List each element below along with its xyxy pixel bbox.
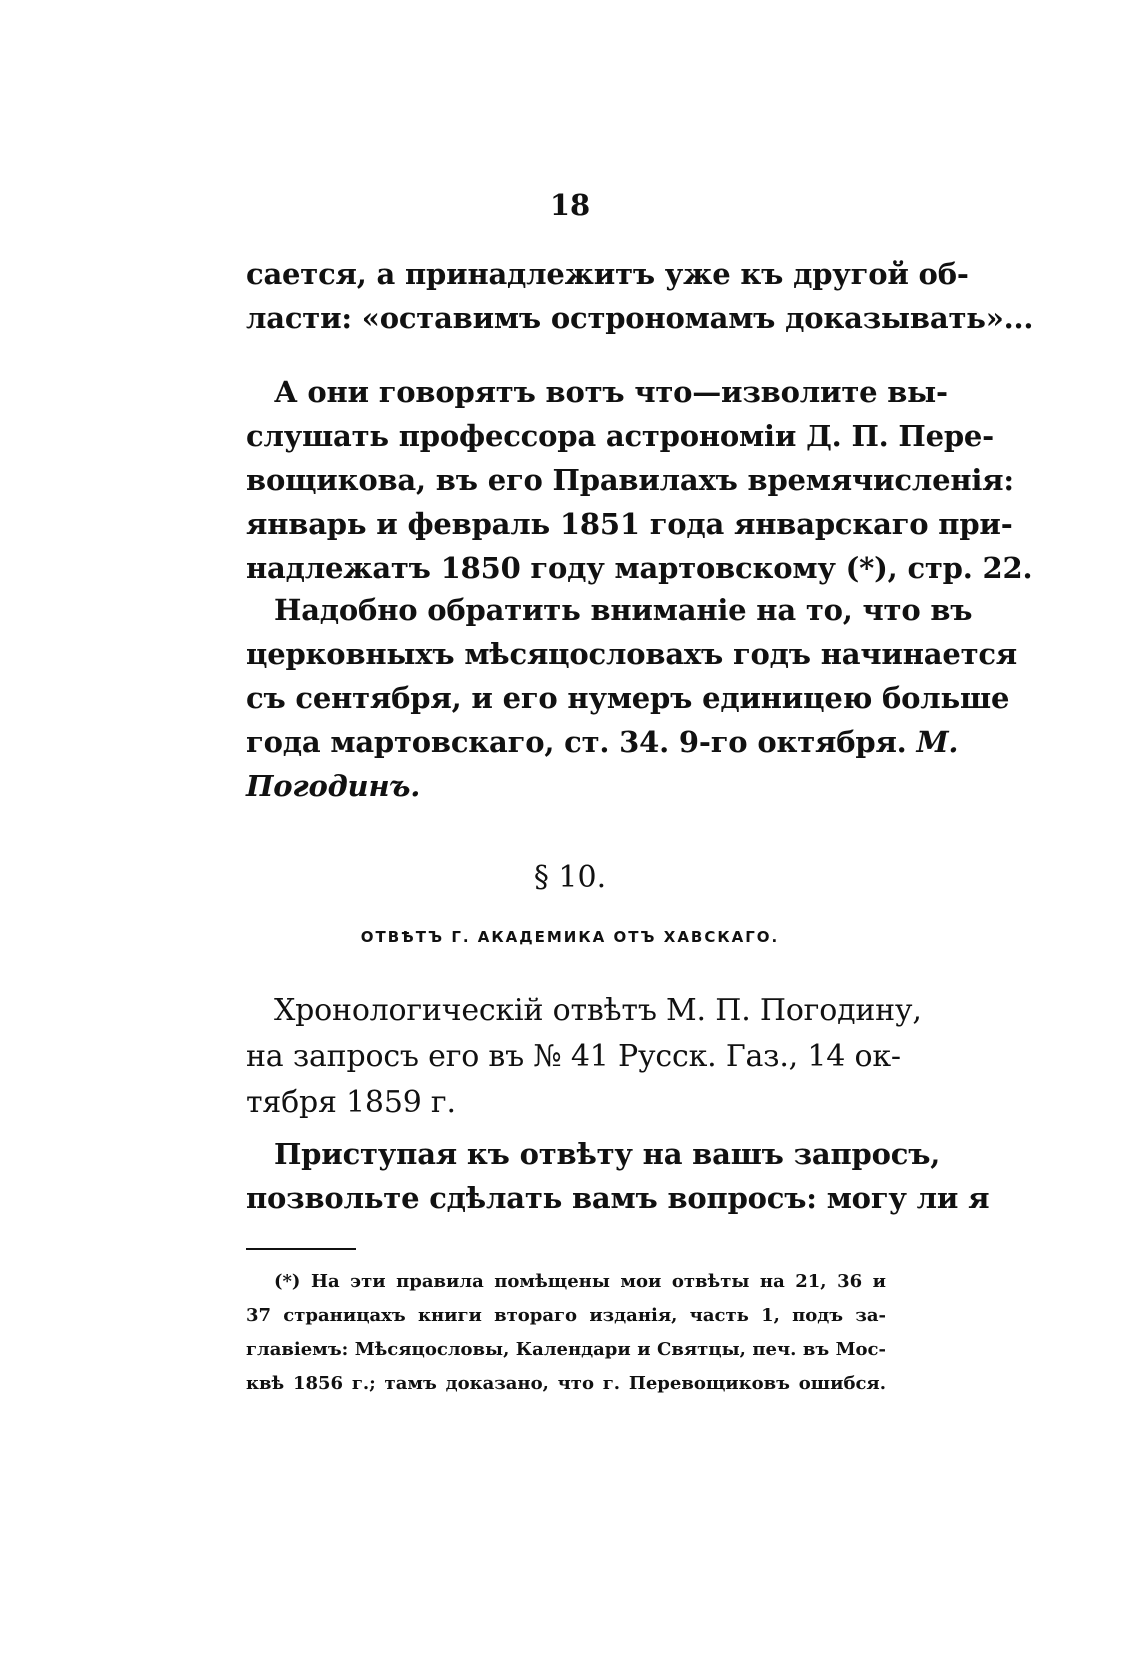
paragraph-chronological-answer <box>246 988 922 1126</box>
text-line: съ сентября, и его нумеръ единицею больше <box>246 681 1010 715</box>
paragraph-question <box>246 1132 990 1220</box>
paragraph-continuation <box>246 252 1034 340</box>
text-line: Хронологическій отвѣтъ М. П. Погодину, <box>274 993 922 1028</box>
text-line: Надобно обратить вниманіе на то, что въ <box>274 593 973 627</box>
text-line: позвольте сдѣлать вамъ вопросъ: могу ли я <box>246 1181 990 1215</box>
text-line: вощикова, въ его Правилахъ времячисленія: <box>246 463 1014 497</box>
footnote-line: (*) На эти правила помѣщены мои отвѣты на 21, 36 и <box>274 1271 886 1292</box>
section-heading: ОТВѢТЪ Г. АКАДЕМИКА ОТЪ ХАВСКАГО. <box>360 928 780 946</box>
footnote <box>246 1265 886 1401</box>
section-number: § 10. <box>533 860 607 895</box>
footnote-line: 37 страницахъ книги втораго изданія, часть 1, подъ за- <box>246 1305 886 1326</box>
page-number: 18 <box>549 188 591 222</box>
text-line: года мартовскаго, ст. 34. 9-го октября. <box>246 725 907 759</box>
footnote-line: квѣ 1856 г.; тамъ доказано, что г. Перевощиковъ ошибся. <box>246 1373 886 1394</box>
paragraph-church-calendars <box>246 588 1018 808</box>
text-line: на запросъ его въ № 41 Русск. Газ., 14 ок- <box>246 1039 901 1074</box>
text-line: надлежатъ 1850 году мартовскому (*), стр. 22. <box>246 551 1033 585</box>
text-line: январь и февраль 1851 года январскаго при- <box>246 507 1013 541</box>
text-line-with-signature <box>246 720 959 764</box>
footnote-line: главіемъ: Мѣсяцословы, Календари и Святцы, печ. въ Мос- <box>246 1339 886 1360</box>
signature-initial: М. <box>916 725 959 759</box>
text-line: церковныхъ мѣсяцословахъ годъ начинается <box>246 637 1018 671</box>
paragraph-perevoshchikov <box>246 370 1033 590</box>
text-line: тября 1859 г. <box>246 1085 456 1120</box>
text-line: слушать профессора астрономіи Д. П. Пере- <box>246 419 995 453</box>
footnote-divider <box>246 1248 356 1250</box>
text-line: А они говорятъ вотъ что—изволите вы- <box>274 375 948 409</box>
text-line: сается, а принадлежитъ уже къ другой об- <box>246 257 969 291</box>
text-line: ласти: «оставимъ острономамъ доказывать»... <box>246 301 1034 335</box>
signature-name: Погодинъ. <box>246 769 421 803</box>
text-line: Приступая къ отвѣту на вашъ запросъ, <box>274 1137 941 1171</box>
